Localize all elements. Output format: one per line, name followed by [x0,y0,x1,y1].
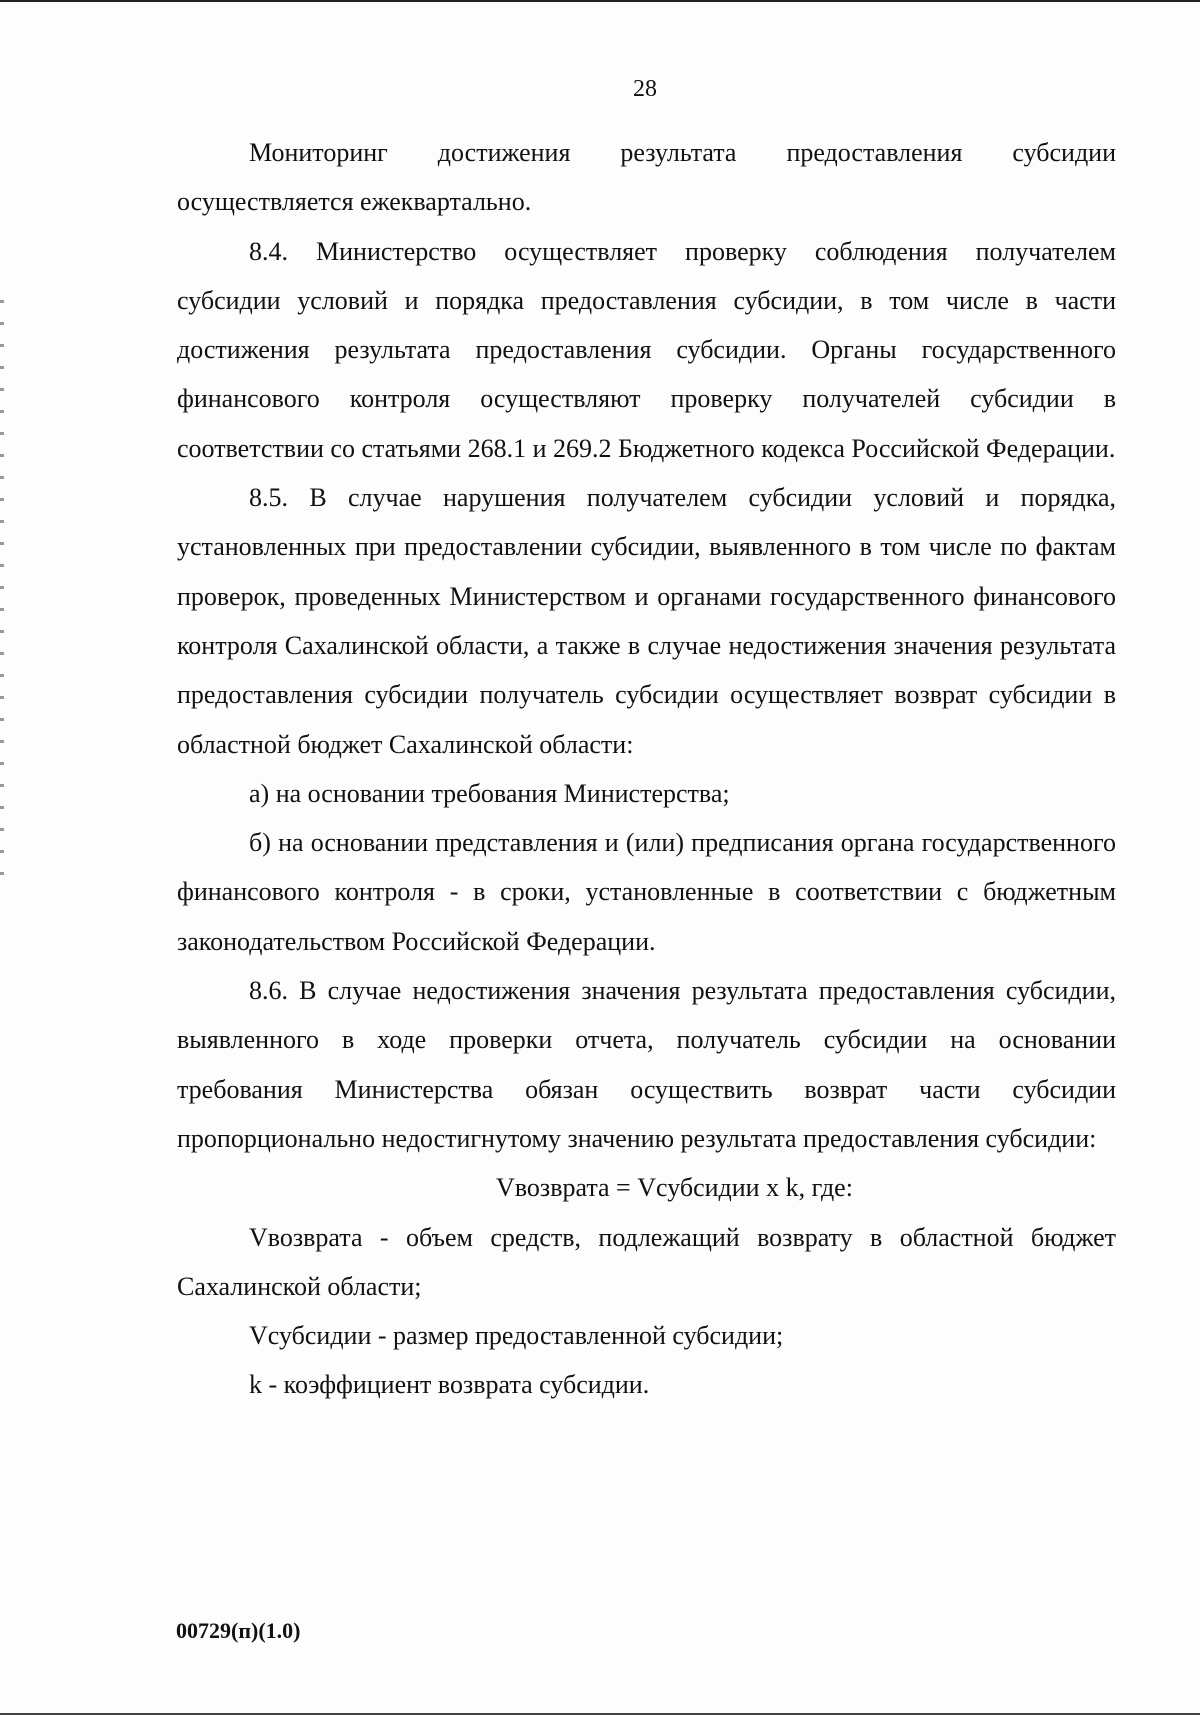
definition-v-subsidy: Vсубсидии - размер предоставленной субсидии; [249,1321,784,1351]
paragraph-8-4: 8.4. Министерство осуществляет проверку соблюдения получателем субсидии условий и порядка предоставления субсидии, в том числе в части достижения результата предоставления субсидии. Органы государственного финансового контроля осуществляют проверку получателей субсидии в соответствии со статьями 268.1 и 269.2 Бюджетного кодекса Российской Федерации. [177,236,1116,463]
document-body [177,128,1116,1410]
page-number: 28 [633,76,657,102]
list-item-a: а) на основании требования Министерства; [249,778,730,808]
document-code: 00729(п)(1.0) [176,1618,301,1643]
definition-v-return: Vвозврата - объем средств, подлежащий возврату в областной бюджет Сахалинской области; [177,1222,1116,1301]
paragraph-monitoring-line-2: осуществляется ежеквартально. [177,187,532,217]
scan-edge-marks [0,300,4,880]
paragraph-8-5: 8.5. В случае нарушения получателем субсидии условий и порядка, установленных при предоставлении субсидии, выявленного в том числе по фактам проверок, проведенных Министерством и органами государственного финансового контроля Сахалинской области, а также в случае недостижения значения результата предоставления субсидии получатель субсидии осуществляет возврат субсидии в областной бюджет Сахалинской области: [177,483,1116,759]
paragraph-monitoring-line-1: Мониторинг достижения результата предоставления субсидии [249,138,1116,167]
top-border-line [0,0,1200,2]
list-item-b: б) на основании представления и (или) предписания органа государственного финансового контроля - в сроки, установленные в соответствии с бюджетным законодательством Российской Федерации. [177,828,1116,956]
paragraph-8-6: 8.6. В случае недостижения значения результата предоставления субсидии, выявленного в ходе проверки отчета, получатель субсидии на основании требования Министерства обязан осуществить возврат части субсидии пропорционально недостигнутому значению результата предоставления субсидии: [177,976,1116,1153]
return-formula: Vвозврата = Vсубсидии x k, где: [496,1173,853,1203]
definition-k: k - коэффициент возврата субсидии. [249,1370,650,1400]
